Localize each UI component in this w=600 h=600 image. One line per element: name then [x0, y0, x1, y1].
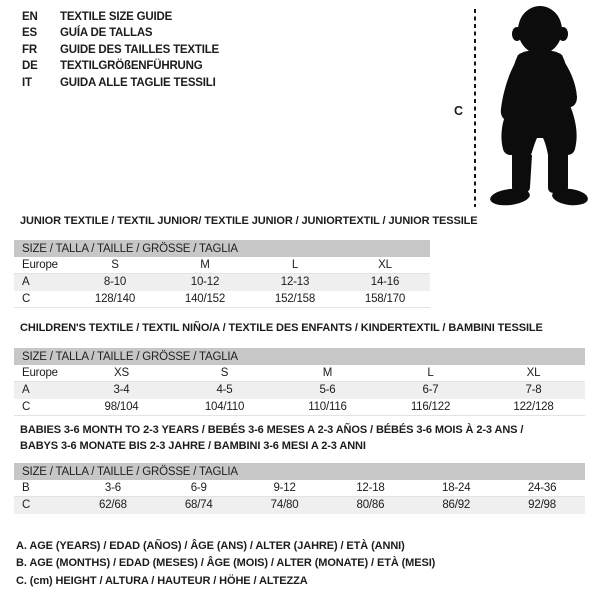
figure-area — [440, 0, 600, 215]
row-label: B — [14, 480, 70, 497]
baby-toddler-silhouette-icon — [482, 3, 598, 209]
size-header-row — [14, 348, 585, 365]
size-header-label: SIZE / TALLA / TAILLE / GRÖSSE / TAGLIA — [14, 240, 430, 257]
row-cell: XL — [340, 257, 430, 274]
row-cell: S — [173, 365, 276, 382]
lang-title: GUÍA DE TALLAS — [60, 27, 153, 40]
table-row — [14, 480, 585, 497]
row-cell: 92/98 — [499, 497, 585, 514]
row-label: A — [14, 382, 70, 399]
row-cell: 9-12 — [242, 480, 328, 497]
table-row — [14, 365, 585, 382]
footnote-line: A. AGE (YEARS) / EDAD (AÑOS) / ÂGE (ANS) / ALTER (JAHRE) / ETÀ (ANNI) — [16, 540, 405, 552]
size-table-junior — [14, 240, 430, 308]
footnote-line: C. (cm) HEIGHT / ALTURA / HAUTEUR / HÖHE / ALTEZZA — [16, 574, 308, 587]
row-cell: 18-24 — [413, 480, 499, 497]
lang-row — [22, 75, 219, 91]
row-cell: 12-18 — [327, 480, 413, 497]
row-cell: 140/152 — [160, 291, 250, 308]
row-label: Europe — [14, 257, 70, 274]
section-title-babies — [20, 423, 523, 454]
section-title-children — [20, 321, 543, 337]
lang-title: GUIDE DES TAILLES TEXTILE — [60, 43, 219, 56]
lang-title: GUIDA ALLE TAGLIE TESSILI — [60, 76, 216, 89]
row-cell: M — [160, 257, 250, 274]
lang-title: TEXTILE SIZE GUIDE — [60, 11, 173, 23]
lang-row — [22, 25, 219, 41]
row-cell: 86/92 — [413, 497, 499, 514]
measure-label-c: C — [454, 104, 464, 118]
row-cell: 6-9 — [156, 480, 242, 497]
row-label: C — [14, 497, 70, 514]
row-cell: 128/140 — [70, 291, 160, 308]
size-table-children — [14, 348, 585, 416]
row-label: Europe — [14, 365, 70, 382]
row-cell: 24-36 — [499, 480, 585, 497]
section-title-junior — [20, 214, 478, 230]
row-cell: 158/170 — [340, 291, 430, 308]
lang-code: EN — [22, 11, 38, 23]
lang-title: TEXTILGRÖßENFÜHRUNG — [60, 60, 203, 73]
row-cell: XL — [482, 365, 585, 382]
section-title-line: BABIES 3-6 MONTH TO 2-3 YEARS / BEBÉS 3-6 MESES A 2-3 AÑOS / BÉBÉS 3-6 MOIS À 2-3 ANS / — [20, 424, 524, 436]
row-cell: 4-5 — [173, 382, 276, 399]
row-cell: 3-6 — [70, 480, 156, 497]
row-label: A — [14, 274, 70, 291]
row-cell: 8-10 — [70, 274, 160, 291]
row-cell: M — [276, 365, 379, 382]
section-title-line: BABYS 3-6 MONATE BIS 2-3 JAHRE / BAMBINI 3-6 MESI A 2-3 ANNI — [20, 439, 366, 452]
lang-code: IT — [22, 76, 32, 89]
size-header-label: SIZE / TALLA / TAILLE / GRÖSSE / TAGLIA — [14, 463, 585, 480]
lang-code: ES — [22, 27, 37, 40]
table-row — [14, 274, 430, 291]
table-row — [14, 382, 585, 399]
row-cell: 152/158 — [250, 291, 340, 308]
lang-row — [22, 42, 219, 58]
section-title-line: CHILDREN'S TEXTILE / TEXTIL NIÑO/A / TEXTILE DES ENFANTS / KINDERTEXTIL / BAMBINI TESSILE — [20, 322, 543, 334]
table-row — [14, 497, 585, 514]
size-header-row — [14, 463, 585, 480]
section-title-line: JUNIOR TEXTILE / TEXTIL JUNIOR/ TEXTILE JUNIOR / JUNIORTEXTIL / JUNIOR TESSILE — [20, 215, 478, 227]
table-row — [14, 257, 430, 274]
row-cell: XS — [70, 365, 173, 382]
table-row — [14, 399, 585, 416]
row-cell: 5-6 — [276, 382, 379, 399]
row-label: C — [14, 291, 70, 308]
size-header-row — [14, 240, 430, 257]
table-row — [14, 291, 430, 308]
row-cell: L — [250, 257, 340, 274]
row-label: C — [14, 399, 70, 416]
row-cell: 10-12 — [160, 274, 250, 291]
language-title-list — [22, 9, 219, 91]
row-cell: 14-16 — [340, 274, 430, 291]
row-cell: 62/68 — [70, 497, 156, 514]
row-cell: 80/86 — [327, 497, 413, 514]
lang-row — [22, 9, 219, 25]
row-cell: 110/116 — [276, 399, 379, 416]
lang-row — [22, 58, 219, 74]
row-cell: 116/122 — [379, 399, 482, 416]
lang-code: FR — [22, 43, 37, 56]
row-cell: 6-7 — [379, 382, 482, 399]
row-cell: 12-13 — [250, 274, 340, 291]
row-cell: 98/104 — [70, 399, 173, 416]
lang-code: DE — [22, 60, 38, 73]
row-cell: 104/110 — [173, 399, 276, 416]
row-cell: 3-4 — [70, 382, 173, 399]
row-cell: 122/128 — [482, 399, 585, 416]
height-measure-dashed-line — [474, 9, 476, 207]
row-cell: L — [379, 365, 482, 382]
footnote-line: B. AGE (MONTHS) / EDAD (MESES) / ÂGE (MOIS) / ALTER (MONATE) / ETÀ (MESI) — [16, 557, 436, 570]
row-cell: 68/74 — [156, 497, 242, 514]
size-table-babies — [14, 463, 585, 514]
row-cell: S — [70, 257, 160, 274]
legend-footnotes — [16, 538, 435, 590]
row-cell: 7-8 — [482, 382, 585, 399]
row-cell: 74/80 — [242, 497, 328, 514]
size-header-label: SIZE / TALLA / TAILLE / GRÖSSE / TAGLIA — [14, 348, 585, 365]
